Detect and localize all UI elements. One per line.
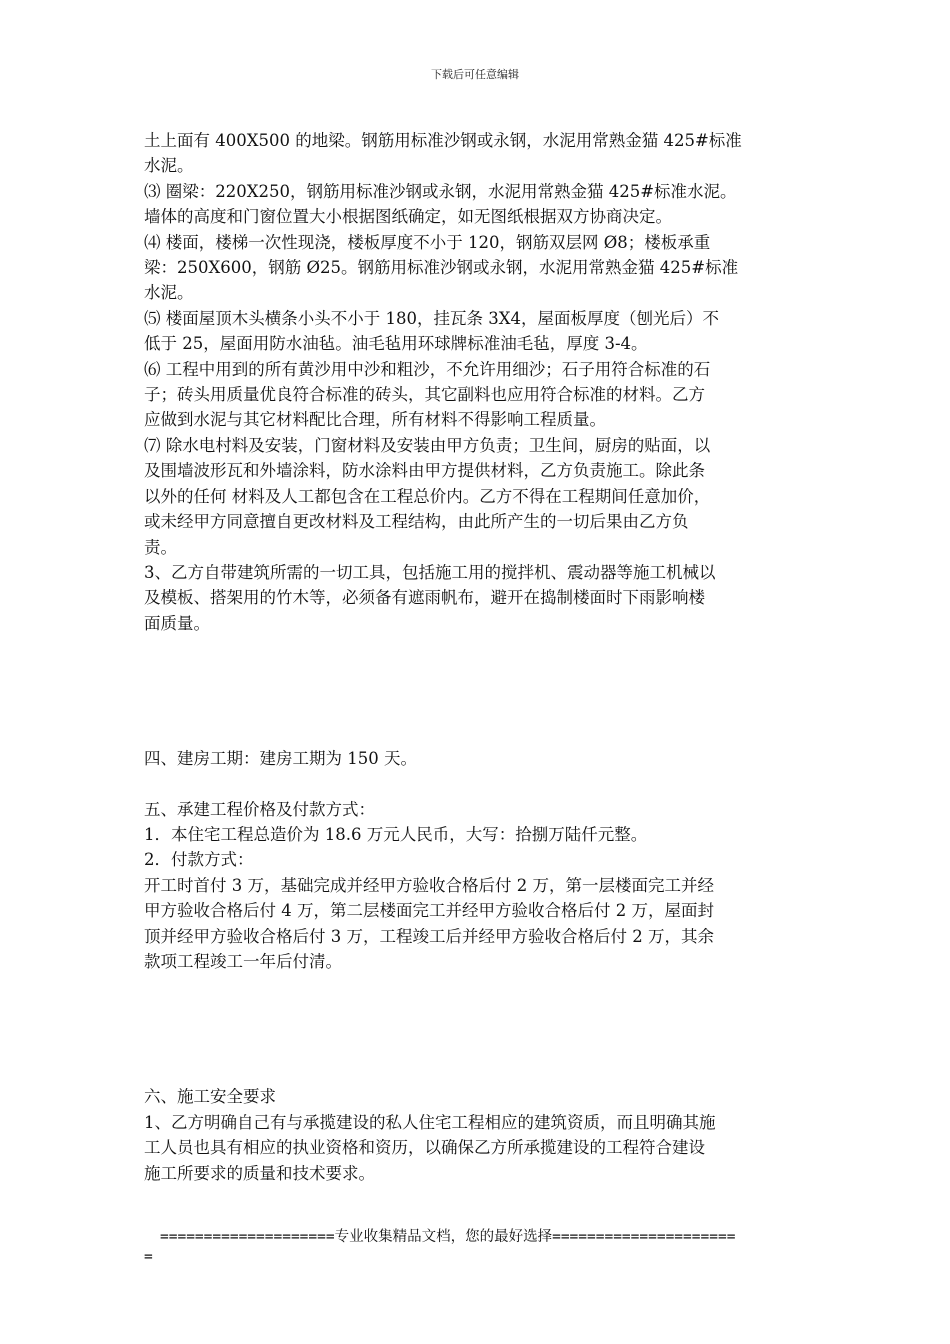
footer-line: ====================专业收集精品文档，您的最好选择=====================: [160, 1229, 736, 1245]
text-line: 或未经甲方同意擅自更改材料及工程结构，由此所产生的一切后果由乙方负: [144, 512, 689, 532]
text-line: 墙体的高度和门窗位置大小根据图纸确定，如无图纸根据双方协商决定。: [144, 207, 672, 227]
text-line: ⑸ 楼面屋顶木头横条小头不小于 180，挂瓦条 3X4，屋面板厚度（刨光后）不: [144, 308, 719, 328]
text-line: 3、乙方自带建筑所需的一切工具，包括施工用的搅拌机、震动器等施工机械以: [144, 562, 716, 582]
construction-period: 四、建房工期：建房工期为 150 天。: [144, 749, 417, 769]
section-heading: 五、承建工程价格及付款方式：: [144, 799, 375, 819]
section-heading: 六、施工安全要求: [144, 1087, 276, 1107]
text-line: 开工时首付 3 万，基础完成并经甲方验收合格后付 2 万，第一层楼面完工并经: [144, 875, 714, 895]
spacer: [144, 636, 806, 746]
text-line: 责。: [144, 537, 177, 557]
text-line: 水泥。: [144, 283, 194, 303]
price-payment-section: [144, 797, 806, 975]
text-line: 1、乙方明确自己有与承揽建设的私人住宅工程相应的建筑资质，而且明确其施: [144, 1112, 716, 1132]
text-line: 2．付款方式：: [144, 850, 254, 870]
footer-line: =: [144, 1249, 153, 1265]
text-line: 工人员也具有相应的执业资格和资历，以确保乙方所承揽建设的工程符合建设: [144, 1138, 705, 1158]
text-line: 子；砖头用质量优良符合标准的砖头，其它副料也应用符合标准的材料。乙方: [144, 385, 705, 405]
text-line: 应做到水泥与其它材料配比合理，所有材料不得影响工程质量。: [144, 410, 606, 430]
text-line: 梁：250X600，钢筋 Ø25。钢筋用标准沙钢或永钢，水泥用常熟金猫 425#标准: [144, 258, 739, 278]
text-line: 款项工程竣工一年后付清。: [144, 951, 342, 971]
safety-section: [144, 1084, 806, 1186]
text-line: 及模板、搭架用的竹木等，必须备有遮雨帆布，避开在捣制楼面时下雨影响楼: [144, 588, 705, 608]
text-line: ⑶ 圈梁：220X250，钢筋用标准沙钢或永钢，水泥用常熟金猫 425#标准水泥。: [144, 181, 737, 201]
text-line: 土上面有 400X500 的地梁。钢筋用标准沙钢或永钢，水泥用常熟金猫 425#标准: [144, 131, 742, 150]
text-line: 水泥。: [144, 156, 194, 176]
text-line: 施工所要求的质量和技术要求。: [144, 1163, 375, 1183]
text-line: 及围墙波形瓦和外墙涂料，防水涂料由甲方提供材料，乙方负责施工。除此条: [144, 461, 705, 481]
text-line: 甲方验收合格后付 4 万，第二层楼面完工并经甲方验收合格后付 2 万，屋面封: [144, 901, 714, 921]
text-line: 1．本住宅工程总造价为 18.6 万元人民币，大写：拾捌万陆仟元整。: [144, 824, 648, 844]
text-line: 面质量。: [144, 613, 210, 633]
page-footer: [144, 1227, 814, 1267]
spacer: [144, 772, 806, 797]
text-line: 以外的任何 材料及人工都包含在工程总价内。乙方不得在工程期间任意加价，: [144, 486, 711, 506]
document-body: [144, 128, 806, 1186]
text-line: 低于 25，屋面用防水油毡。油毛毡用环球牌标准油毛毡，厚度 3-4。: [144, 334, 648, 354]
text-line: ⑷ 楼面，楼梯一次性现浇，楼板厚度不小于 120，钢筋双层网 Ø8；楼板承重: [144, 232, 711, 252]
text-line: ⑹ 工程中用到的所有黄沙用中沙和粗沙，不允许用细沙；石子用符合标准的石: [144, 359, 711, 379]
spacer: [144, 974, 806, 1084]
page-header: 下载后可任意编辑: [431, 68, 519, 81]
text-line: ⑺ 除水电村料及安装，门窗材料及安装由甲方负责；卫生间，厨房的贴面，以: [144, 435, 711, 455]
text-line: 顶并经甲方验收合格后付 3 万，工程竣工后并经甲方验收合格后付 2 万，其余: [144, 926, 714, 946]
materials-section: [144, 128, 806, 636]
